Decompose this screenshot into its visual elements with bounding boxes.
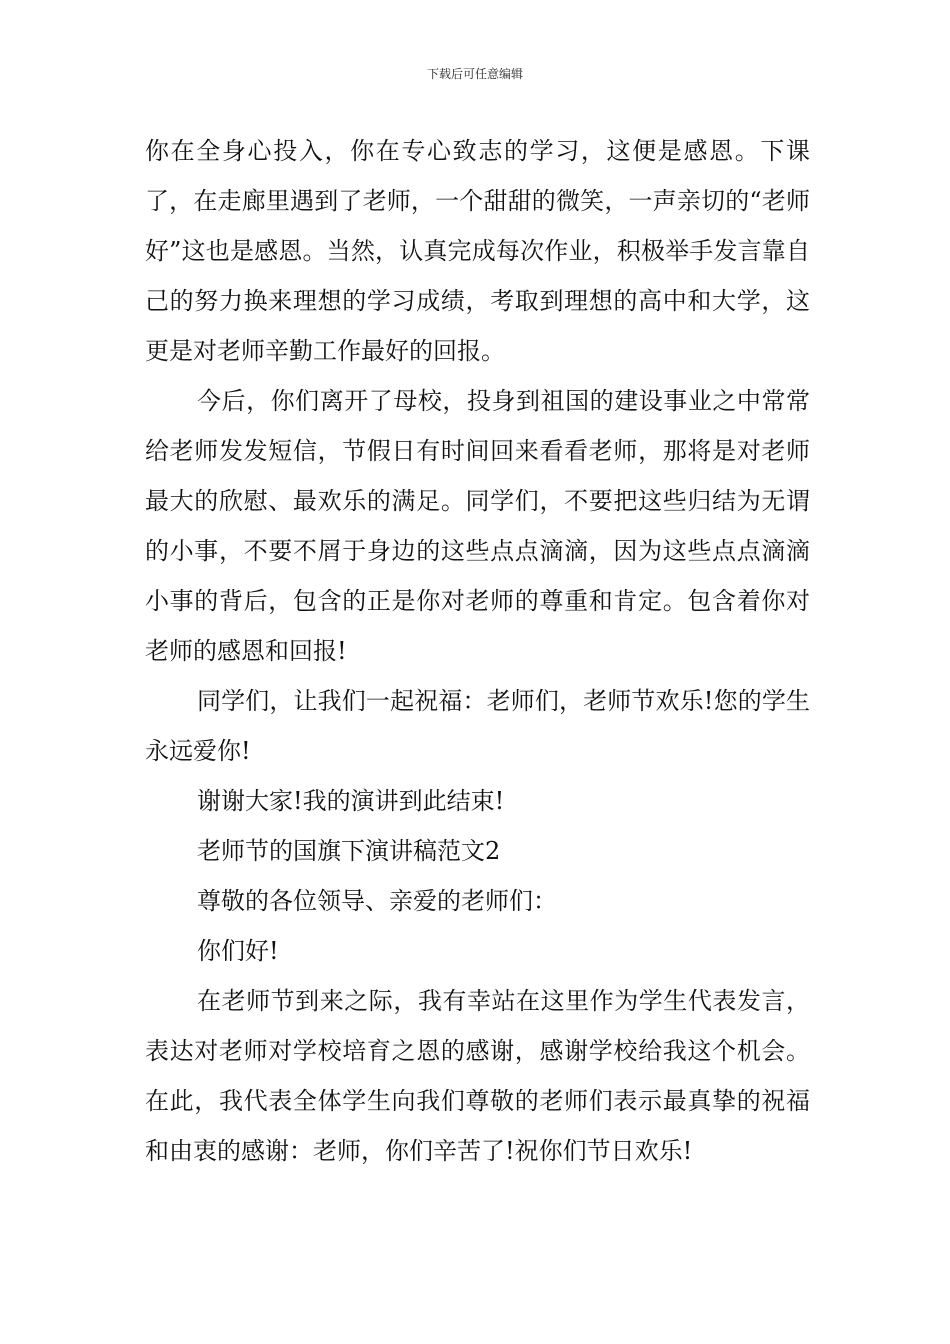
greeting: 你们好! [197, 937, 279, 965]
paragraph-3: 同学们，让我们一起祝福：老师们，老师节欢乐!您的学生永远爱你! [145, 687, 810, 765]
salutation: 尊敬的各位领导、亲爱的老师们： [197, 887, 557, 915]
paragraph-2: 今后，你们离开了母校，投身到祖国的建设事业之中常常给老师发发短信，节假日有时间回来看看老师，那将是对老师最大的欣慰、最欢乐的满足。同学们，不要把这些归结为无谓的小事，不要不屑于身边的这些点点滴滴，因为这些点点滴滴小事的背后，包含的正是你对老师的尊重和肯定。包含着你对老师的感恩和回报! [145, 387, 810, 665]
document-body [145, 126, 810, 1176]
section-title: 老师节的国旗下演讲稿范文2 [197, 837, 501, 865]
paragraph-4: 谢谢大家!我的演讲到此结束! [197, 787, 505, 815]
page-header: 下载后可任意编辑 [426, 67, 523, 81]
paragraph-1: 你在全身心投入，你在专心致志的学习，这便是感恩。下课了，在走廊里遇到了老师，一个甜甜的微笑，一声亲切的“老师好”这也是感恩。当然，认真完成每次作业，积极举手发言靠自己的努力换来理想的学习成绩，考取到理想的高中和大学，这更是对老师辛勤工作最好的回报。 [145, 137, 810, 365]
paragraph-8: 在老师节到来之际，我有幸站在这里作为学生代表发言，表达对老师对学校培育之恩的感谢，感谢学校给我这个机会。在此，我代表全体学生向我们尊敬的老师们表示最真挚的祝福和由衷的感谢：老师，你们辛苦了!祝你们节日欢乐! [145, 987, 810, 1165]
